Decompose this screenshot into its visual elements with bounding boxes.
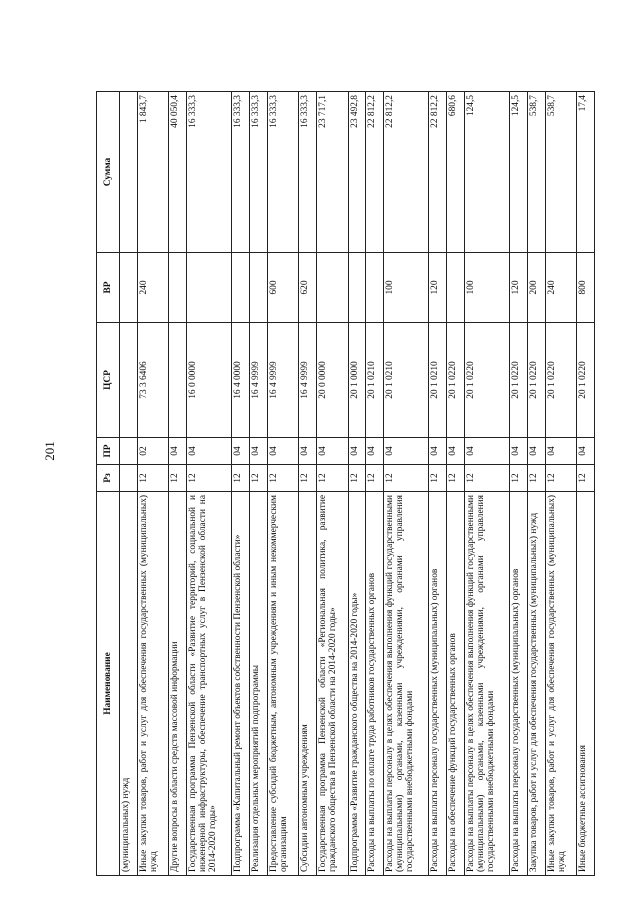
cell-name: Подпрограмма «Капитальный ремонт объектов собственности Пензенской области»	[232, 492, 250, 876]
cell-pr: 04	[169, 438, 187, 465]
cell-rz: 12	[267, 465, 299, 492]
cell-rz: 12	[366, 465, 384, 492]
cell-rz: 12	[187, 465, 232, 492]
cell-pr: 02	[137, 438, 169, 465]
cell-name: Расходы на выплаты персоналу государственных (муниципальных) органов	[510, 492, 528, 876]
cell-pr: 04	[267, 438, 299, 465]
table-row	[348, 92, 366, 876]
cell-vr: 100	[464, 253, 509, 323]
cell-rz: 12	[317, 465, 349, 492]
cell-vr: 200	[527, 253, 545, 323]
cell-pr: 04	[429, 438, 447, 465]
table-row	[577, 92, 595, 876]
table-row	[120, 92, 138, 876]
header-vr: ВР	[97, 253, 120, 323]
cell-vr	[366, 253, 384, 323]
cell-csr: 20 1 0220	[464, 323, 509, 438]
cell-csr	[169, 323, 187, 438]
cell-name: Расходы на выплаты персоналу в целях обеспечения выполнения функций государственными (муниципальными) органами, казенными учреждениями, органами управления государственными внебюджетными фондами	[384, 492, 429, 876]
cell-rz: 12	[169, 465, 187, 492]
cell-pr: 04	[348, 438, 366, 465]
cell-pr: 04	[464, 438, 509, 465]
cell-rz: 12	[429, 465, 447, 492]
table-row	[384, 92, 429, 876]
cell-csr: 20 1 0000	[348, 323, 366, 438]
cell-csr: 20 1 0220	[527, 323, 545, 438]
table-row	[527, 92, 545, 876]
cell-name: Расходы на обеспечение функций государственных органов	[447, 492, 465, 876]
cell-rz: 12	[348, 465, 366, 492]
cell-name: Закупка товаров, работ и услуг для обеспечения государственных (муниципальных) нужд	[527, 492, 545, 876]
cell-vr: 800	[577, 253, 595, 323]
cell-vr: 240	[545, 253, 577, 323]
cell-pr: 04	[384, 438, 429, 465]
cell-csr: 20 1 0210	[366, 323, 384, 438]
cell-csr: 20 1 0210	[384, 323, 429, 438]
cell-csr: 16 4 9999	[299, 323, 317, 438]
cell-sum: 538,7	[527, 92, 545, 253]
cell-vr: 240	[137, 253, 169, 323]
header-pr: ПР	[97, 438, 120, 465]
table-row	[545, 92, 577, 876]
cell-sum: 16 333,3	[299, 92, 317, 253]
cell-name: Расходы на выплаты персоналу в целях обеспечения выполнения функций государственными (муниципальными) органами, казенными учреждениями, органами управления государственными внебюджетными фондами	[464, 492, 509, 876]
cell-name: Расходы на выплаты по оплате труда работников государственных органов	[366, 492, 384, 876]
cell-vr	[169, 253, 187, 323]
cell-vr: 620	[299, 253, 317, 323]
cell-name: Подпрограмма «Развитие гражданского общества на 2014-2020 годы»	[348, 492, 366, 876]
cell-sum	[120, 92, 138, 253]
header-csr: ЦСР	[97, 323, 120, 438]
cell-name: Иные закупки товаров, работ и услуг для обеспечения государственных (муниципальных) нужд	[545, 492, 577, 876]
cell-vr: 120	[429, 253, 447, 323]
cell-pr	[120, 438, 138, 465]
cell-vr	[447, 253, 465, 323]
cell-pr: 04	[250, 438, 268, 465]
cell-vr	[187, 253, 232, 323]
page-number: 201	[42, 441, 57, 461]
table-row	[250, 92, 268, 876]
table-row	[137, 92, 169, 876]
cell-name: Иные бюджетные ассигнования	[577, 492, 595, 876]
cell-csr: 20 1 0220	[577, 323, 595, 438]
cell-csr: 20 1 0220	[510, 323, 528, 438]
cell-name: Государственная программа Пензенской области «Региональная политика, развитие гражданского общества в Пензенской области на 2014-2020 годы»	[317, 492, 349, 876]
cell-pr: 04	[187, 438, 232, 465]
cell-sum: 22 812,2	[366, 92, 384, 253]
cell-rz: 12	[250, 465, 268, 492]
cell-csr: 16 0 0000	[187, 323, 232, 438]
header-sum: Сумма	[97, 92, 120, 253]
cell-sum: 23 717,1	[317, 92, 349, 253]
table-row	[447, 92, 465, 876]
cell-vr	[120, 253, 138, 323]
cell-rz: 12	[447, 465, 465, 492]
cell-rz: 12	[527, 465, 545, 492]
cell-pr: 04	[527, 438, 545, 465]
cell-pr: 04	[366, 438, 384, 465]
cell-rz: 12	[384, 465, 429, 492]
cell-rz: 12	[464, 465, 509, 492]
cell-pr: 04	[447, 438, 465, 465]
cell-sum: 16 333,3	[187, 92, 232, 253]
table-row	[299, 92, 317, 876]
cell-pr: 04	[299, 438, 317, 465]
cell-sum: 1 843,7	[137, 92, 169, 253]
cell-vr	[317, 253, 349, 323]
cell-sum: 23 492,8	[348, 92, 366, 253]
cell-csr: 20 1 0220	[447, 323, 465, 438]
cell-sum: 16 333,3	[250, 92, 268, 253]
table-row	[366, 92, 384, 876]
cell-sum: 538,7	[545, 92, 577, 253]
cell-csr: 73 3 6406	[137, 323, 169, 438]
cell-pr: 04	[510, 438, 528, 465]
cell-vr: 120	[510, 253, 528, 323]
cell-rz: 12	[510, 465, 528, 492]
cell-sum: 17,4	[577, 92, 595, 253]
cell-vr	[232, 253, 250, 323]
table-row	[429, 92, 447, 876]
header-name: Наименование	[97, 492, 120, 876]
cell-name: Предоставление субсидий бюджетным, автономным учреждениям и иным некоммерческим организациям	[267, 492, 299, 876]
cell-csr: 20 0 0000	[317, 323, 349, 438]
cell-pr: 04	[317, 438, 349, 465]
cell-pr: 04	[232, 438, 250, 465]
cell-csr: 16 4 9999	[267, 323, 299, 438]
cell-name: Другие вопросы в области средств массовой информации	[169, 492, 187, 876]
cell-vr: 100	[384, 253, 429, 323]
cell-vr	[348, 253, 366, 323]
cell-name: Субсидии автономным учреждениям	[299, 492, 317, 876]
cell-rz: 12	[232, 465, 250, 492]
cell-name: Расходы на выплаты персоналу государственных (муниципальных) органов	[429, 492, 447, 876]
cell-csr: 16 4 0000	[232, 323, 250, 438]
cell-csr	[120, 323, 138, 438]
cell-csr: 20 1 0220	[545, 323, 577, 438]
cell-rz	[120, 465, 138, 492]
table-row	[169, 92, 187, 876]
cell-sum: 22 812,2	[384, 92, 429, 253]
table-row	[464, 92, 509, 876]
table-row	[232, 92, 250, 876]
cell-name: Государственная программа Пензенской области «Развитие территорий, социальной и инженерной инфраструктуры, обеспечение транспортных услуг в Пензенской области на 2014-2020 годы»	[187, 492, 232, 876]
cell-sum: 22 812,2	[429, 92, 447, 253]
cell-sum: 40 050,4	[169, 92, 187, 253]
cell-rz: 12	[545, 465, 577, 492]
cell-vr: 600	[267, 253, 299, 323]
cell-name: Реализация отдельных мероприятий подпрограммы	[250, 492, 268, 876]
cell-sum: 124,5	[464, 92, 509, 253]
cell-rz: 12	[299, 465, 317, 492]
cell-sum: 16 333,3	[232, 92, 250, 253]
cell-name: Иные закупки товаров, работ и услуг для обеспечения государственных (муниципальных) нужд	[137, 492, 169, 876]
cell-pr: 04	[577, 438, 595, 465]
cell-rz: 12	[137, 465, 169, 492]
cell-rz: 12	[577, 465, 595, 492]
budget-table	[96, 91, 595, 876]
cell-csr: 16 4 9999	[250, 323, 268, 438]
table-row	[267, 92, 299, 876]
table-row	[510, 92, 528, 876]
table-row	[187, 92, 232, 876]
cell-sum: 124,5	[510, 92, 528, 253]
table-row	[317, 92, 349, 876]
cell-csr: 20 1 0210	[429, 323, 447, 438]
header-rz: Рз	[97, 465, 120, 492]
cell-vr	[250, 253, 268, 323]
cell-sum: 680,6	[447, 92, 465, 253]
budget-table-container	[96, 92, 595, 876]
cell-name: (муниципальных) нужд	[120, 492, 138, 876]
table-body	[120, 92, 595, 876]
table-header-row	[97, 92, 120, 876]
cell-sum: 16 333,3	[267, 92, 299, 253]
cell-pr: 04	[545, 438, 577, 465]
